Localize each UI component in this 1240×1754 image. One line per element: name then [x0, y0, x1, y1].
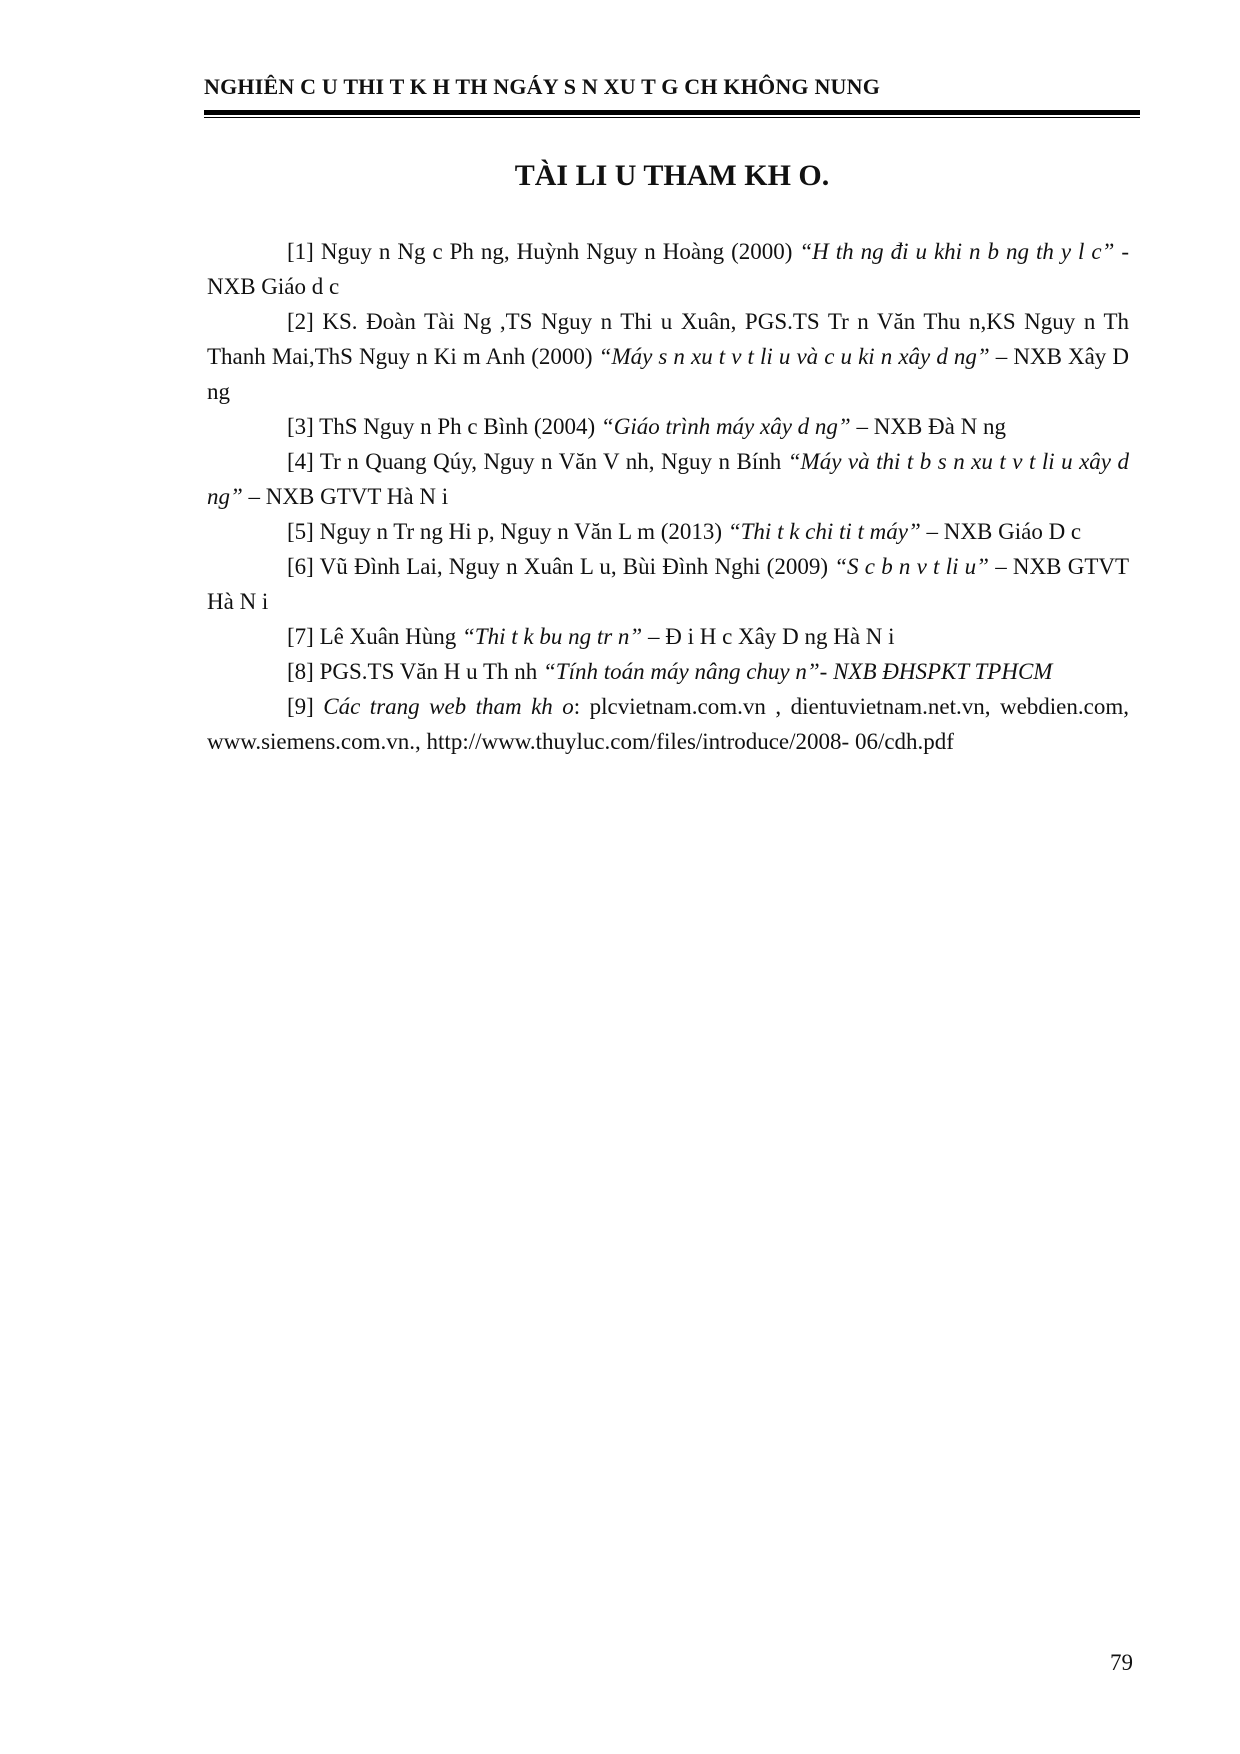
- reference-item: [207, 654, 1129, 689]
- reference-number: [5]: [287, 519, 314, 544]
- page-number: 79: [1110, 1650, 1133, 1675]
- reference-number: [3]: [287, 414, 314, 439]
- running-header-title: NGHIÊN C U THI T K H TH NGÁY S N XU T G CH KHÔNG NUNG: [204, 74, 881, 99]
- reference-work-title: “Thi t k chi ti t máy”: [727, 519, 921, 544]
- reference-authors: PGS.TS Văn H u Th nh: [319, 659, 538, 684]
- reference-authors: Nguy n Tr ng Hi p, Nguy n Văn L m (2013): [319, 519, 723, 544]
- reference-item-web: [9] Các trang web tham kh o: plcvietnam.com.vn , dientuvietnam.net.vn, webdien.com, www.siemens.com.vn., http://www.thuyluc.com/files/introduce/2008- 06/cdh.pdf: [207, 694, 1129, 754]
- reference-web-sites: plcvietnam.com.vn , dientuvietnam.net.vn, webdien.com, www.siemens.com.vn., http://www.thuyluc.com/files/introduce/2008- 06/cdh.pdf: [207, 694, 1129, 754]
- reference-item: [207, 409, 1129, 444]
- reference-authors: ThS Nguy n Ph c Bình (2004): [319, 414, 596, 439]
- reference-work-title: “H th ng đi u khi n b ng th y l c”: [799, 239, 1115, 264]
- reference-number: [4]: [287, 449, 314, 474]
- reference-number: [6]: [287, 554, 314, 579]
- reference-publisher: – NXB GTVT Hà N i: [248, 484, 449, 509]
- reference-number: [7]: [287, 624, 314, 649]
- reference-work-title: “S c b n v t li u”: [834, 554, 989, 579]
- reference-item: [207, 234, 1129, 304]
- reference-number: [8]: [287, 659, 314, 684]
- reference-item: [207, 549, 1129, 619]
- reference-work-title: “Thi t k bu ng tr n”: [462, 624, 643, 649]
- reference-item: [207, 304, 1129, 409]
- reference-publisher: – NXB Xây D ng: [207, 344, 1129, 404]
- reference-number: [2]: [287, 309, 314, 334]
- reference-number: [1]: [287, 239, 314, 264]
- reference-publisher: – Đ i H c Xây D ng Hà N i: [647, 624, 895, 649]
- header-rule-thin: [204, 117, 1140, 118]
- reference-authors: Nguy n Ng c Ph ng, Huỳnh Nguy n Hoàng (2000): [320, 239, 793, 264]
- reference-work-title: “Máy s n xu t v t li u và c u ki n xây d ng”: [598, 344, 990, 369]
- header-rule-thick: [204, 110, 1140, 115]
- reference-work-title: “Tính toán máy nâng chuy n”- NXB ĐHSPKT TPHCM: [543, 659, 1053, 684]
- reference-item: [207, 619, 1129, 654]
- reference-item: [207, 514, 1129, 549]
- reference-web-label: Các trang web tham kh o: [323, 694, 574, 719]
- reference-authors: Tr n Quang Qúy, Nguy n Văn V nh, Nguy n Bính: [319, 449, 782, 474]
- page-title: TÀI LI U THAM KH O.: [514, 159, 830, 192]
- reference-authors: Vũ Đình Lai, Nguy n Xuân L u, Bùi Đình Nghi (2009): [319, 554, 829, 579]
- reference-publisher: – NXB Đà N ng: [856, 414, 1006, 439]
- page-header: [204, 72, 1140, 118]
- reference-publisher: – NXB GTVT Hà N i: [207, 554, 1130, 614]
- reference-work-title: “Máy và thi t b s n xu t v t li u xây d ng”: [207, 449, 1130, 509]
- reference-list: [207, 234, 1129, 759]
- reference-publisher: - NXB Giáo d c: [207, 239, 1130, 299]
- reference-authors: Lê Xuân Hùng: [319, 624, 457, 649]
- reference-work-title: “Giáo trình máy xây d ng”: [600, 414, 851, 439]
- reference-publisher: – NXB Giáo D c: [926, 519, 1082, 544]
- reference-number: [9]: [287, 694, 314, 719]
- reference-authors: KS. Đoàn Tài Ng ,TS Nguy n Thi u Xuân, PGS.TS Tr n Văn Thu n,KS Nguy n Th Thanh Mai,ThS Nguy n Ki m Anh (2000): [207, 309, 1129, 369]
- reference-item: [207, 444, 1129, 514]
